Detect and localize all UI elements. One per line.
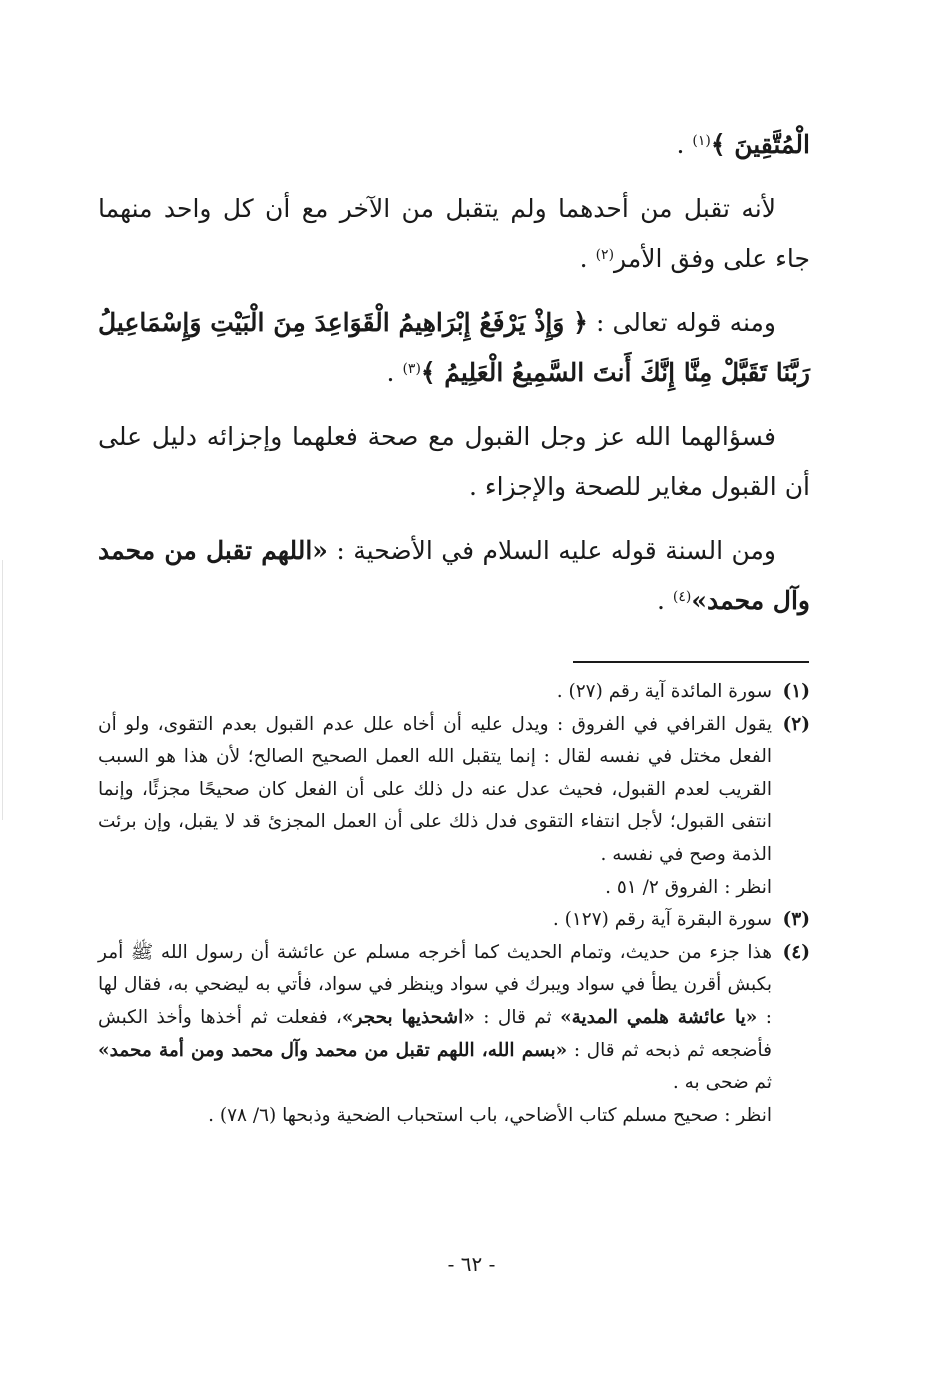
footnote-line: سورة المائدة آية رقم (٢٧) .: [556, 681, 772, 702]
paragraph-end-mark: .: [386, 358, 403, 387]
hadith-quote: «اشحذيها بحجر»: [341, 1006, 475, 1028]
footnote-text: ثم قال :: [474, 1006, 561, 1028]
footnote-number: (٤): [782, 941, 810, 963]
footnote-1: [98, 676, 810, 709]
footnote-number: (٣): [782, 909, 810, 931]
paragraph-lead: ومن السنة قوله عليه السلام في الأضحية :: [327, 536, 776, 565]
footnote-text: ثم ضحى به .: [672, 1072, 772, 1094]
paragraph-text: لأنه تقبل من أحدهما ولم يتقبل من الآخر مع أن كل واحد منهما جاء على وفق الأمر: [98, 194, 810, 273]
footnote-ref-3[interactable]: (٣): [402, 361, 421, 377]
footnote-source: انظر : الفروق ٢/ ٥١ .: [605, 876, 772, 898]
footnote-line: يقول القرافي في الفروق : ويدل عليه أن أخاه علل عدم القبول بعدم التقوى، ولو أن الفعل مختل في نفسه لقال : إنما يتقبل الله العمل الصحيح الصالح؛ لأن هذا هو السبب القريب لعدم القبول، فحيث عدل عنه دل ذلك على أن الفعل كان صحيحًا مجزئًا، وإنما انتفى القبول؛ لأجل انتفاء التقوى فدل ذلك على أن العمل المجزئ قد لا يقبل، وإن برئت الذمة وصح في نفسه .: [98, 713, 772, 865]
main-text-block: [98, 120, 810, 640]
footnote-4: [98, 937, 810, 1133]
footnote-3: [98, 904, 810, 937]
footnote-ref-1[interactable]: (١): [692, 133, 711, 149]
paragraph-verse-ending: [98, 120, 810, 170]
footnote-text: ، ففعلت ثم أخذها وأخذ الكبش فأضجعه ثم ذبحه ثم قال :: [98, 1006, 772, 1061]
footnote-line: سورة البقرة آية رقم (١٢٧) .: [552, 909, 772, 931]
footnote-line: [98, 937, 772, 1100]
footnote-2: [98, 709, 810, 905]
paragraph-end-mark: .: [676, 130, 693, 159]
footnote-ref-2[interactable]: (٢): [595, 247, 615, 263]
quran-verse-ending: الْمُتَّقِينَ ﴾: [710, 130, 810, 159]
footnote-ref-4[interactable]: (٤): [672, 589, 692, 605]
page-number: - ٦٢ -: [447, 1252, 496, 1276]
footnote-separator: [573, 661, 809, 663]
paragraph-text: فسؤالهما الله عز وجل القبول مع صحة فعلهما وإجزائه دليل على أن القبول مغاير للصحة والإجزاء .: [98, 422, 810, 501]
footnote-number: (٢): [782, 713, 810, 735]
hadith-quote: «اللهم تقبل من محمد وآل محمد»: [98, 536, 810, 615]
footnote-text: هذا جزء من حديث، وتمام الحديث كما أخرجه مسلم عن عائشة أن رسول الله ﷺ أمر بكبش أقرن يطأ في سواد ويبرك في سواد وينظر في سواد، فأتي به ليضحي به، فقال لها :: [98, 941, 772, 1028]
paragraph-conclusion: [98, 412, 810, 512]
footnote-body: [98, 709, 772, 905]
footnote-source: انظر : صحيح مسلم كتاب الأضاحي، باب استحباب الضحية وذبحها (٦/ ٧٨) .: [208, 1104, 772, 1126]
paragraph-acceptance-reason: [98, 184, 810, 284]
paragraph-end-mark: .: [579, 244, 596, 273]
quran-verse: ﴿ وَإِذْ يَرْفَعُ إِبْرَاهِيمُ الْقَوَاعِدَ مِنَ الْبَيْتِ وَإِسْمَاعِيلُ رَبَّنَا تَقَبَّلْ مِنَّا إِنَّكَ أَنتَ السَّمِيعُ الْعَلِيمُ ﴾: [98, 308, 810, 387]
paragraph-sunnah-evidence: [98, 526, 810, 626]
footnote-body: [98, 676, 772, 709]
footnote-body: [98, 904, 772, 937]
footnotes-block: [98, 676, 810, 1132]
footnote-number: (١): [782, 681, 810, 702]
paragraph-ibrahim-verse: [98, 298, 810, 398]
paragraph-end-mark: .: [657, 586, 673, 615]
footnote-body: [98, 937, 772, 1133]
hadith-quote: «يا عائشة هلمي المدية»: [560, 1006, 758, 1028]
scan-edge-mark: [2, 560, 3, 820]
hadith-quote: «بسم الله، اللهم تقبل من محمد وآل محمد ومن أمة محمد»: [98, 1039, 568, 1061]
paragraph-lead: ومنه قوله تعالى :: [587, 308, 776, 337]
